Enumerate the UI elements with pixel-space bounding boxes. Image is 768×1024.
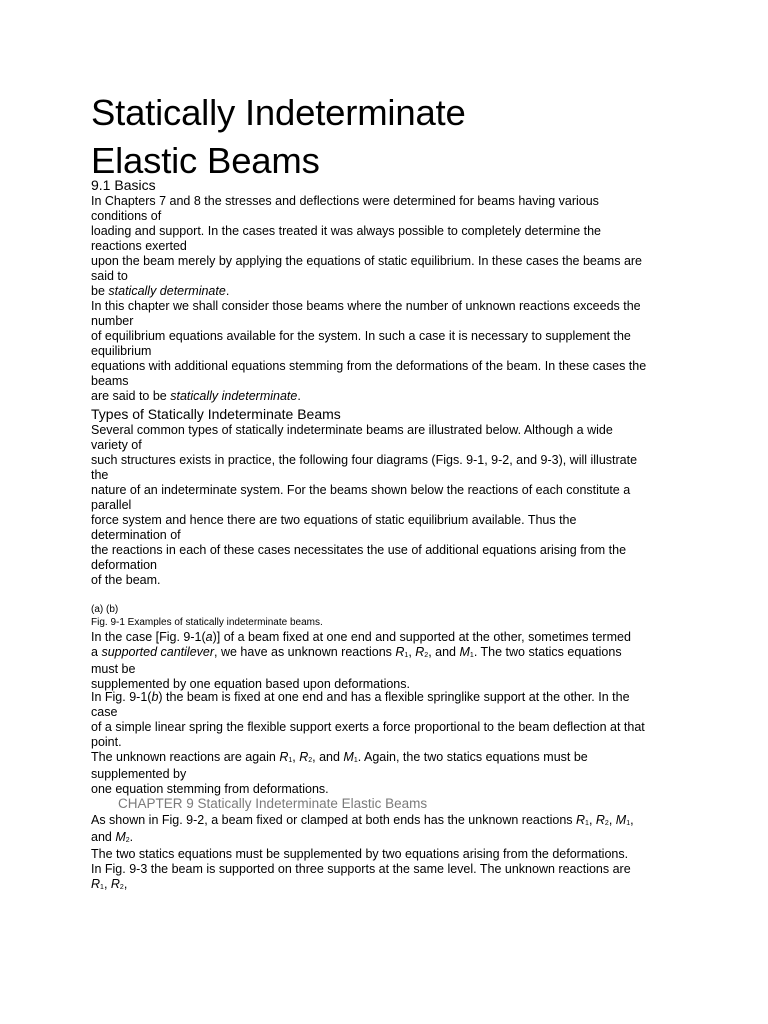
text-fragment: . Again, the two statics equations must be (357, 750, 588, 764)
subscript: 1 (585, 820, 589, 827)
emphasis-b: b (151, 690, 159, 704)
text-fragment: , (588, 813, 596, 827)
text-fragment: , (123, 877, 128, 891)
symbol-m: M (459, 645, 470, 659)
text-line: supplemented by (91, 767, 187, 781)
symbol-r: R (299, 750, 309, 764)
text-line: equations with additional equations stemming from the deformations of the beam. In these cases the (91, 359, 647, 373)
text-line: parallel (91, 498, 132, 512)
title-line-1: Statically Indeterminate (91, 92, 466, 133)
text-line: In Chapters 7 and 8 the stresses and deflections were determined for beams having various (91, 194, 599, 208)
text-line: point. (91, 735, 122, 749)
case-b-paragraph (91, 690, 683, 797)
text-line: In Fig. 9-3 the beam is supported on three supports at the same level. The unknown reactions are (91, 862, 631, 876)
text-line (91, 830, 683, 847)
subscript: 1 (100, 884, 104, 891)
text-line: the reactions in each of these cases necessitates the use of additional equations arising from the (91, 543, 627, 557)
types-paragraph (91, 423, 683, 588)
symbol-r: R (279, 750, 289, 764)
emphasis-statically-determinate: statically determinate (108, 284, 226, 298)
symbol-m: M (615, 813, 627, 827)
text-line: reactions exerted (91, 239, 187, 253)
figure-caption: Fig. 9-1 Examples of statically indeterminate beams. (91, 617, 323, 628)
text-fragment: be (91, 284, 109, 298)
text-fragment: The unknown reactions are again (91, 750, 280, 764)
text-line: upon the beam merely by applying the equations of static equilibrium. In these cases the beams are (91, 254, 643, 268)
subscript: 1 (404, 652, 409, 659)
text-fragment: . (297, 389, 301, 403)
text-line (91, 813, 683, 830)
text-line (91, 284, 683, 299)
text-fragment: )] of a beam fixed at one end and supported at the other, sometimes termed (212, 630, 631, 644)
subscript: 1 (288, 757, 293, 764)
subscript: 1 (353, 757, 358, 764)
emphasis-supported-cantilever: supported cantilever (101, 645, 215, 659)
text-fragment: , and (312, 750, 344, 764)
case-c-paragraph (91, 813, 683, 894)
symbol-r: R (576, 813, 586, 827)
symbol-r: R (395, 645, 405, 659)
chapter-title: Statically Indeterminate Elastic Beams (193, 796, 428, 811)
text-fragment: . The two statics equations (473, 645, 622, 659)
section-heading-types: Types of Statically Indeterminate Beams (91, 406, 341, 422)
text-fragment: , (292, 750, 300, 764)
symbol-m: M (343, 750, 354, 764)
text-line: number (91, 314, 134, 328)
text-line: of a simple linear spring the flexible support exerts a force proportional to the beam deflection at that (91, 720, 645, 734)
text-line: variety of (91, 438, 142, 452)
symbol-r: R (415, 645, 425, 659)
text-line (91, 389, 683, 404)
text-line: of equilibrium equations available for the system. In such a case it is necessary to supplement the (91, 329, 631, 343)
text-fragment: , (630, 813, 634, 827)
subscript: 2 (125, 837, 130, 844)
text-line: The two statics equations must be supplemented by two equations arising from the deformations. (91, 847, 629, 861)
text-fragment: As shown in Fig. 9-2, a beam fixed or clamped at both ends has the unknown reactions (91, 813, 576, 827)
emphasis-statically-indeterminate: statically indeterminate (170, 389, 298, 403)
text-line (91, 877, 683, 894)
text-line (91, 645, 683, 662)
subscript: 1 (626, 820, 631, 827)
subscript: 2 (604, 820, 609, 827)
text-line (91, 690, 683, 705)
case-a-paragraph (91, 630, 683, 692)
section-heading-basics: 9.1 Basics (91, 177, 156, 193)
emphasis-a: a (205, 630, 213, 644)
text-line: supplemented by one equation based upon deformations. (91, 677, 410, 691)
page-title (91, 89, 466, 185)
text-fragment: a (91, 645, 102, 659)
text-line: equilibrium (91, 344, 152, 358)
text-fragment: , (408, 645, 416, 659)
text-fragment: , we have as unknown reactions (214, 645, 396, 659)
text-fragment: are said to be (91, 389, 171, 403)
subscript: 2 (308, 757, 313, 764)
symbol-r: R (595, 813, 605, 827)
text-fragment: . (225, 284, 230, 298)
text-fragment: , and (428, 645, 460, 659)
text-line: one equation stemming from deformations. (91, 782, 329, 796)
text-line: must be (91, 662, 136, 676)
text-line (91, 750, 683, 767)
basics-paragraph (91, 194, 683, 404)
text-line: such structures exists in practice, the following four diagrams (Figs. 9-1, 9-2, and 9-3), will illustrate (91, 453, 638, 467)
text-line: the (91, 468, 109, 482)
text-fragment: , (608, 813, 616, 827)
chapter-label: CHAPTER 9 (118, 796, 194, 811)
text-fragment: ) the beam is fixed at one end and has a flexible springlike support at the other. In the (158, 690, 630, 704)
text-line: force system and hence there are two equations of static equilibrium available. Thus the (91, 513, 577, 527)
text-line: case (91, 705, 118, 719)
text-line: In this chapter we shall consider those beams where the number of unknown reactions exceeds the (91, 299, 641, 313)
text-fragment: , (103, 877, 111, 891)
subscript: 1 (469, 652, 474, 659)
text-line: deformation (91, 558, 158, 572)
title-line-2: Elastic Beams (91, 140, 320, 181)
text-line: conditions of (91, 209, 162, 223)
figure-labels: (a) (b) (91, 604, 119, 615)
chapter-running-header (118, 796, 427, 812)
text-line (91, 630, 683, 645)
subscript: 2 (424, 652, 429, 659)
symbol-m: M (115, 830, 126, 844)
text-line: of the beam. (91, 573, 161, 587)
text-line: beams (91, 374, 129, 388)
subscript: 2 (119, 884, 124, 891)
text-fragment: and (91, 830, 116, 844)
symbol-r: R (91, 877, 101, 891)
text-line: Several common types of statically indeterminate beams are illustrated below. Although a wide (91, 423, 613, 437)
text-fragment: In the case [Fig. 9-1( (91, 630, 206, 644)
text-fragment: . (129, 830, 134, 844)
text-line: determination of (91, 528, 181, 542)
text-line: said to (91, 269, 128, 283)
text-line: loading and support. In the cases treated it was always possible to completely determine the (91, 224, 602, 238)
text-fragment: In Fig. 9-1( (91, 690, 152, 704)
text-line: nature of an indeterminate system. For the beams shown below the reactions of each constitute a (91, 483, 631, 497)
symbol-r: R (110, 877, 120, 891)
